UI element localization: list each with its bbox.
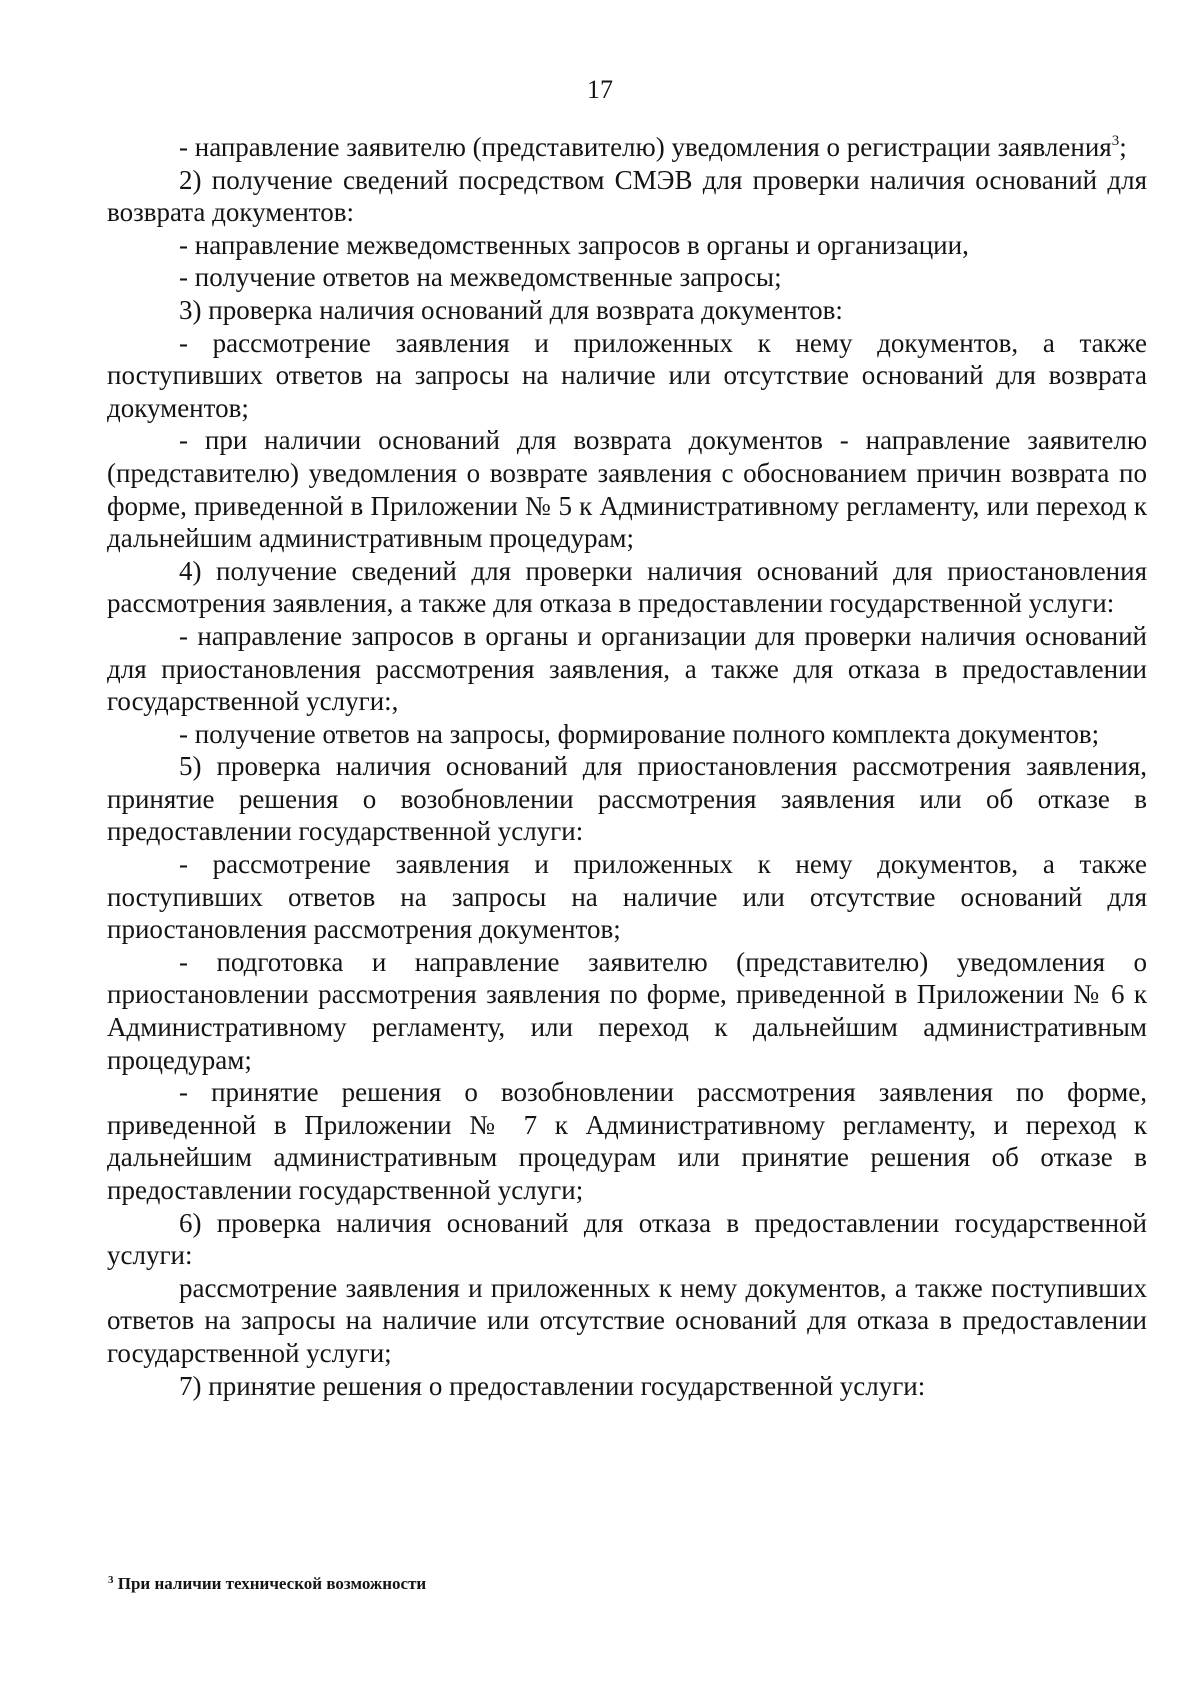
paragraph-15: 6) проверка наличия оснований для отказа в предоставлении государственной услуги:: [107, 1207, 1147, 1271]
paragraph-9: - направление запросов в органы и организации для проверки наличия оснований для приостановления рассмотрения заявления, а также для отказа в предоставлении государственной услуги:,: [107, 620, 1147, 717]
paragraph-8: 4) получение сведений для проверки наличия оснований для приостановления рассмотрения заявления, а также для отказа в предоставлении государственной услуги:: [107, 555, 1147, 619]
paragraph-11: 5) проверка наличия оснований для приостановления рассмотрения заявления, принятие решения о возобновлении рассмотрения заявления или об отказе в предоставлении государственной услуги:: [107, 751, 1147, 847]
paragraph-6: - рассмотрение заявления и приложенных к нему документов, а также поступивших ответов на запросы на наличие или отсутствие оснований для возврата документов;: [107, 327, 1147, 423]
paragraph-17: 7) принятие решения о предоставлении государственной услуги:: [179, 1370, 926, 1401]
document-body: [107, 131, 1147, 1402]
paragraph-2: 2) получение сведений посредством СМЭВ для проверки наличия оснований для возврата документов:: [107, 164, 1147, 228]
paragraph-16: рассмотрение заявления и приложенных к нему документов, а также поступивших ответов на запросы на наличие или отсутствие оснований для отказа в предоставлении государственной услуги;: [107, 1272, 1147, 1368]
footnote: [108, 1573, 426, 1595]
paragraph-5: 3) проверка наличия оснований для возврата документов:: [179, 294, 843, 325]
paragraph-1-punctuation: ;: [1119, 132, 1127, 162]
paragraph-7: - при наличии оснований для возврата документов - направление заявителю (представителю) уведомления о возврате заявления с обоснованием причин возврата по форме, приведенной в Приложении № 5 к Административному регламенту, или переход к дальнейшим административным процедурам;: [107, 425, 1147, 554]
paragraph-13: - подготовка и направление заявителю (представителю) уведомления о приостановлении рассмотрения заявления по форме, приведенной в Приложении № 6 к Административному регламенту, или переход к дальнейшим административным процедурам;: [107, 946, 1147, 1075]
paragraph-12: - рассмотрение заявления и приложенных к нему документов, а также поступивших ответов на запросы на наличие или отсутствие оснований для приостановления рассмотрения документов;: [107, 849, 1147, 945]
paragraph-10: - получение ответов на запросы, формирование полного комплекта документов;: [179, 718, 1100, 749]
paragraph-1: [107, 131, 1147, 164]
footnote-text: При наличии технической возможности: [117, 1574, 427, 1593]
footnote-marker: 3: [108, 1574, 114, 1586]
paragraph-14: - принятие решения о возобновлении рассмотрения заявления по форме, приведенной в Приложении № 7 к Административному регламенту, и переход к дальнейшим административным процедурам или принятие решения об отказе в предоставлении государственной услуги;: [107, 1077, 1147, 1205]
footnote-reference: 3: [1111, 133, 1120, 149]
page-number: 17: [587, 75, 613, 104]
paragraph-3: - направление межведомственных запросов в органы и организации,: [179, 229, 969, 260]
paragraph-4: - получение ответов на межведомственные запросы;: [179, 262, 782, 293]
paragraph-1-text: - направление заявителю (представителю) уведомления о регистрации заявления: [179, 132, 1112, 162]
